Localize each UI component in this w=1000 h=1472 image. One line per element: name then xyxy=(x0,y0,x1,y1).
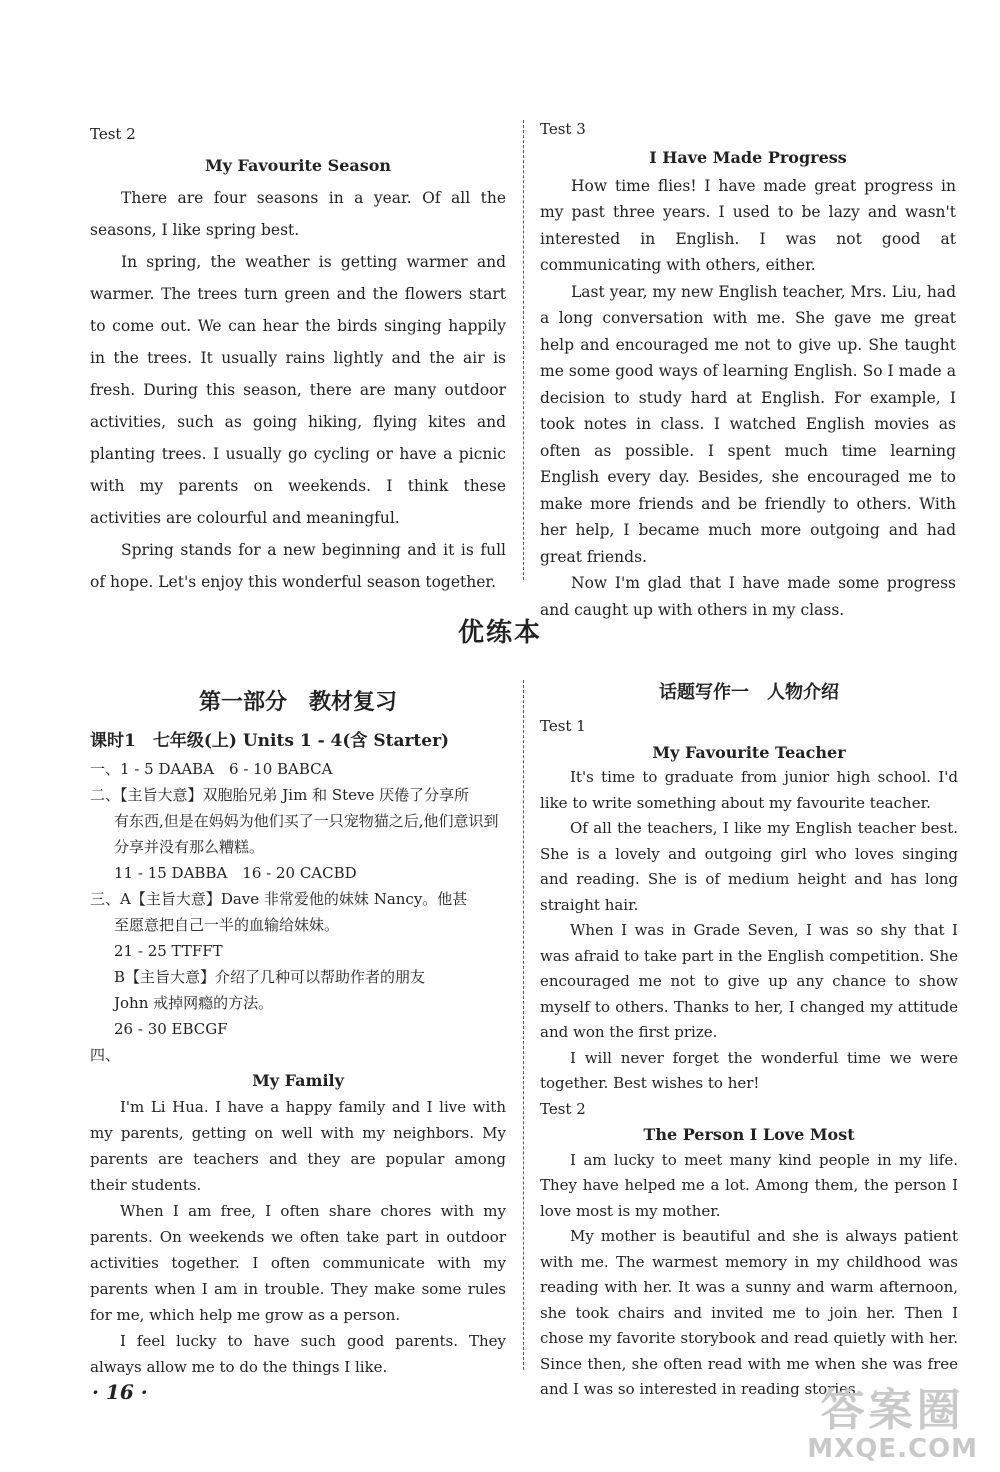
watermark xyxy=(807,1387,978,1464)
essay-title: My Family xyxy=(252,1071,344,1090)
topic-heading: 话题写作一 人物介绍 xyxy=(659,682,839,703)
topic-test2-label: Test 2 xyxy=(540,1099,586,1118)
answer-line: 二、【主旨大意】双胞胎兄弟 Jim 和 Steve 厌倦了分享所 xyxy=(90,786,470,804)
answer-line: 11 - 15 DABBA 16 - 20 CACBD xyxy=(114,864,357,882)
test3-paragraph: Last year, my new English teacher, Mrs. Liu, had a long conversation with me. She gave me great help and encouraged me not to give up. She taught me some good ways of learning English. So I made a decision to study hard at English. For example, I took notes in class. I watched English movies as often as possible. I spent much time learning English every day. Besides, she encouraged me to make more friends and be friendly to others. With her help, I became much more outgoing and had great friends. xyxy=(540,282,956,566)
textbook-review xyxy=(90,682,506,1380)
topic-test1-paragraph: When I was in Grade Seven, I was so shy that I was afraid to take part in the English competition. She encouraged me not to give up any chance to show myself to others. Thanks to her, I changed my attitude and won the first prize. xyxy=(540,921,958,1041)
topic-writing xyxy=(540,676,958,1403)
topic-test1-paragraph: I will never forget the wonderful time we were together. Best wishes to her! xyxy=(540,1048,958,1092)
test2-label: Test 2 xyxy=(90,125,136,143)
section-heading: 优练本 xyxy=(457,618,542,648)
test2-essay xyxy=(90,118,506,598)
lesson-heading: 课时1 七年级(上) Units 1 - 4(含 Starter) xyxy=(90,731,450,751)
answer-line: 四、 xyxy=(90,1046,121,1064)
bottom-column-divider xyxy=(523,680,524,1370)
essay-paragraph: I'm Li Hua. I have a happy family and I live with my parents, getting on well with my neighbors. My parents are teachers and they are popular among their students. xyxy=(90,1098,506,1194)
answer-line: John 戒掉网瘾的方法。 xyxy=(114,994,274,1012)
topic-test1-paragraph: Of all the teachers, I like my English teacher best. She is a lovely and outgoing girl who loves singing and reading. She is of medium height and has long straight hair. xyxy=(540,819,958,914)
test3-title: I Have Made Progress xyxy=(649,147,847,167)
part-heading: 第一部分 教材复习 xyxy=(198,689,397,715)
top-column-divider xyxy=(523,120,524,580)
answer-line: 26 - 30 EBCGF xyxy=(114,1020,228,1038)
answer-line: 有东西,但是在妈妈为他们买了一只宠物猫之后,他们意识到分享并没有那么糟糕。 xyxy=(114,812,499,856)
test3-paragraph: How time flies! I have made great progress in my past three years. I used to be lazy and wasn't interested in English. I was not good at communicating with others, either. xyxy=(540,176,956,274)
answer-line: B【主旨大意】介绍了几种可以帮助作者的朋友 xyxy=(114,968,426,986)
test2-paragraph: In spring, the weather is getting warmer and warmer. The trees turn green and the flowers start to come out. We can hear the birds singing happily in the trees. It usually rains lightly and the air is fresh. During this season, there are many outdoor activities, such as going hiking, flying kites and planting trees. I usually go cycling or have a picnic with my parents on weekends. I think these activities are colourful and meaningful. xyxy=(90,253,506,527)
answer-line: 一、1 - 5 DAABA 6 - 10 BABCA xyxy=(90,760,333,778)
topic-test2-paragraph: My mother is beautiful and she is always patient with me. The warmest memory in my childhood was reading with her. It was a sunny and warm afternoon, she took chairs and invited me to join her. Then I chose my favorite storybook and read quietly with her. Since then, she often read with me when she was free and I was so interested in reading stories. xyxy=(540,1227,958,1398)
test3-label: Test 3 xyxy=(540,120,586,138)
topic-test1-paragraph: It's time to graduate from junior high school. I'd like to write something about my favourite teacher. xyxy=(540,768,958,812)
essay-paragraph: I feel lucky to have such good parents. They always allow me to do the things I like. xyxy=(90,1332,506,1376)
topic-test2-title: The Person I Love Most xyxy=(643,1125,855,1144)
answer-line: 至愿意把自己一半的血输给妹妹。 xyxy=(114,916,340,934)
test2-paragraph: Spring stands for a new beginning and it is full of hope. Let's enjoy this wonderful season together. xyxy=(90,541,506,591)
test3-essay xyxy=(540,116,956,623)
topic-test1-title: My Favourite Teacher xyxy=(652,742,846,762)
test3-paragraph: Now I'm glad that I have made some progress and caught up with others in my class. xyxy=(540,574,956,619)
page-number: · 16 · xyxy=(92,1380,148,1404)
answer-line: 三、A【主旨大意】Dave 非常爱他的妹妹 Nancy。他甚 xyxy=(90,890,468,908)
watermark-text: 答案圈 xyxy=(820,1385,965,1437)
essay-paragraph: When I am free, I often share chores with my parents. On weekends we often take part in outdoor activities together. I often communicate with my parents when I am in trouble. They make some rules for me, which help me grow as a person. xyxy=(90,1202,506,1324)
topic-test1-label: Test 1 xyxy=(540,717,586,735)
answer-line: 21 - 25 TTFFT xyxy=(114,942,223,960)
topic-test2-paragraph: I am lucky to meet many kind people in my life. They have helped me a lot. Among them, the person I love most is my mother. xyxy=(540,1150,958,1220)
test2-title: My Favourite Season xyxy=(204,156,392,175)
watermark-url: MXQE.COM xyxy=(807,1434,978,1465)
test2-paragraph: There are four seasons in a year. Of all the seasons, I like spring best. xyxy=(90,189,506,239)
